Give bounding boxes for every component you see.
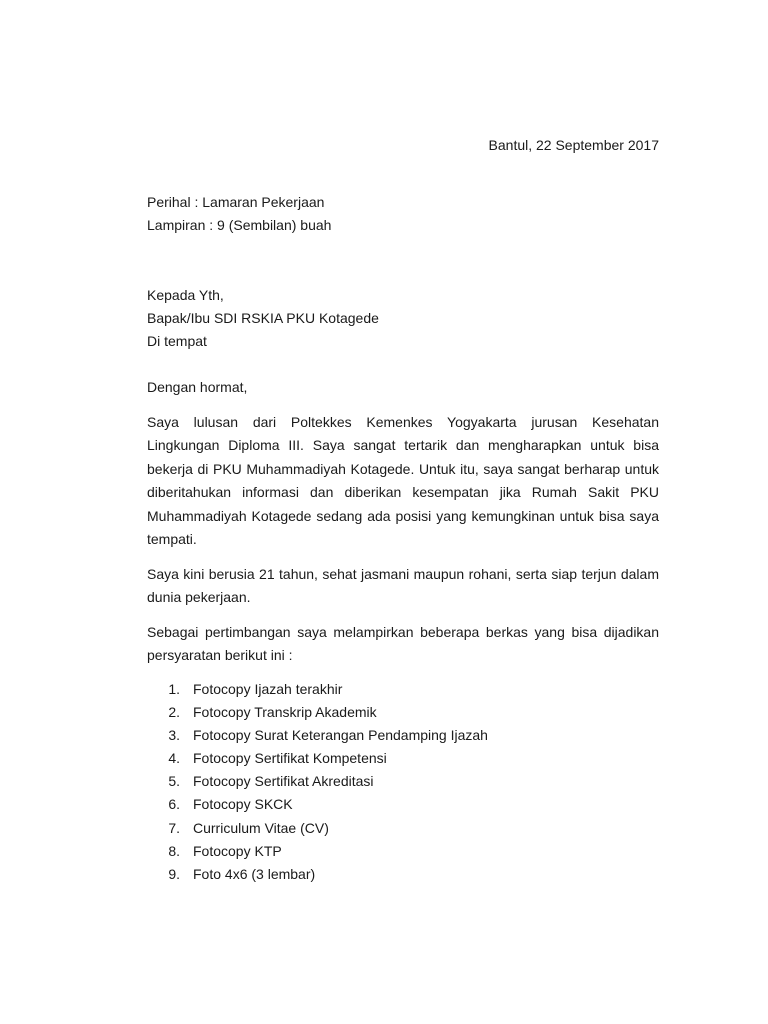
list-item xyxy=(147,796,547,819)
paragraph-text: Saya lulusan dari Poltekkes Kemenkes Yogyakarta jurusan Kesehatan Lingkungan Diploma III. Saya sangat tertarik dan mengharapkan untuk bisa bekerja di PKU Muhammadiyah Kotagede. Untuk itu, saya sangat berharap untuk diberitahukan informasi dan diberikan kesempatan jika Rumah Sakit PKU Muhammadiyah Kotagede sedang ada posisi yang kemungkinan untuk bisa saya tempati. xyxy=(147,414,659,548)
list-item-number: 9. xyxy=(168,865,180,882)
list-item-text: Foto 4x6 (3 lembar) xyxy=(193,865,316,882)
list-item-text: Fotocopy KTP xyxy=(193,842,282,859)
list-item-text: Fotocopy Sertifikat Akreditasi xyxy=(193,773,374,790)
list-item-text: Fotocopy Transkrip Akademik xyxy=(193,704,377,721)
body-paragraph-3 xyxy=(147,621,659,668)
paragraph-text: Sebagai pertimbangan saya melampirkan beberapa berkas yang bisa dijadikan persyaratan berikut ini : xyxy=(147,624,659,664)
list-item-number: 8. xyxy=(168,842,180,859)
list-item xyxy=(147,866,547,889)
list-item-number: 3. xyxy=(168,727,180,744)
list-item-number: 4. xyxy=(168,750,180,767)
attachment-list xyxy=(147,681,547,889)
body-paragraph-2 xyxy=(147,563,659,610)
list-item xyxy=(147,727,547,750)
list-item-text: Curriculum Vitae (CV) xyxy=(193,819,329,836)
list-item xyxy=(147,773,547,796)
paragraph-text: Saya kini berusia 21 tahun, sehat jasmani maupun rohani, serta siap terjun dalam dunia pekerjaan. xyxy=(147,566,659,606)
list-item xyxy=(147,681,547,704)
list-item-text: Fotocopy Sertifikat Kompetensi xyxy=(193,750,387,767)
list-item xyxy=(147,820,547,843)
list-item-number: 1. xyxy=(168,681,180,697)
recipient-name: Bapak/Ibu SDI RSKIA PKU Kotagede xyxy=(147,310,379,326)
list-item-text: Fotocopy Surat Keterangan Pendamping Ijazah xyxy=(193,727,488,744)
list-item-number: 5. xyxy=(168,773,180,790)
attachment-line: Lampiran : 9 (Sembilan) buah xyxy=(147,217,332,233)
recipient-greeting: Kepada Yth, xyxy=(147,287,224,303)
recipient-place: Di tempat xyxy=(147,333,207,349)
list-item-number: 2. xyxy=(168,704,180,721)
list-item-number: 7. xyxy=(168,819,180,836)
body-paragraph-1 xyxy=(147,411,659,551)
list-item-number: 6. xyxy=(168,796,180,813)
list-item xyxy=(147,750,547,773)
list-item xyxy=(147,704,547,727)
list-item-text: Fotocopy Ijazah terakhir xyxy=(193,681,343,697)
salutation: Dengan hormat, xyxy=(147,379,248,395)
subject-line: Perihal : Lamaran Pekerjaan xyxy=(147,194,325,210)
list-item xyxy=(147,843,547,866)
place-date: Bantul, 22 September 2017 xyxy=(488,137,659,153)
list-item-text: Fotocopy SKCK xyxy=(193,796,293,813)
